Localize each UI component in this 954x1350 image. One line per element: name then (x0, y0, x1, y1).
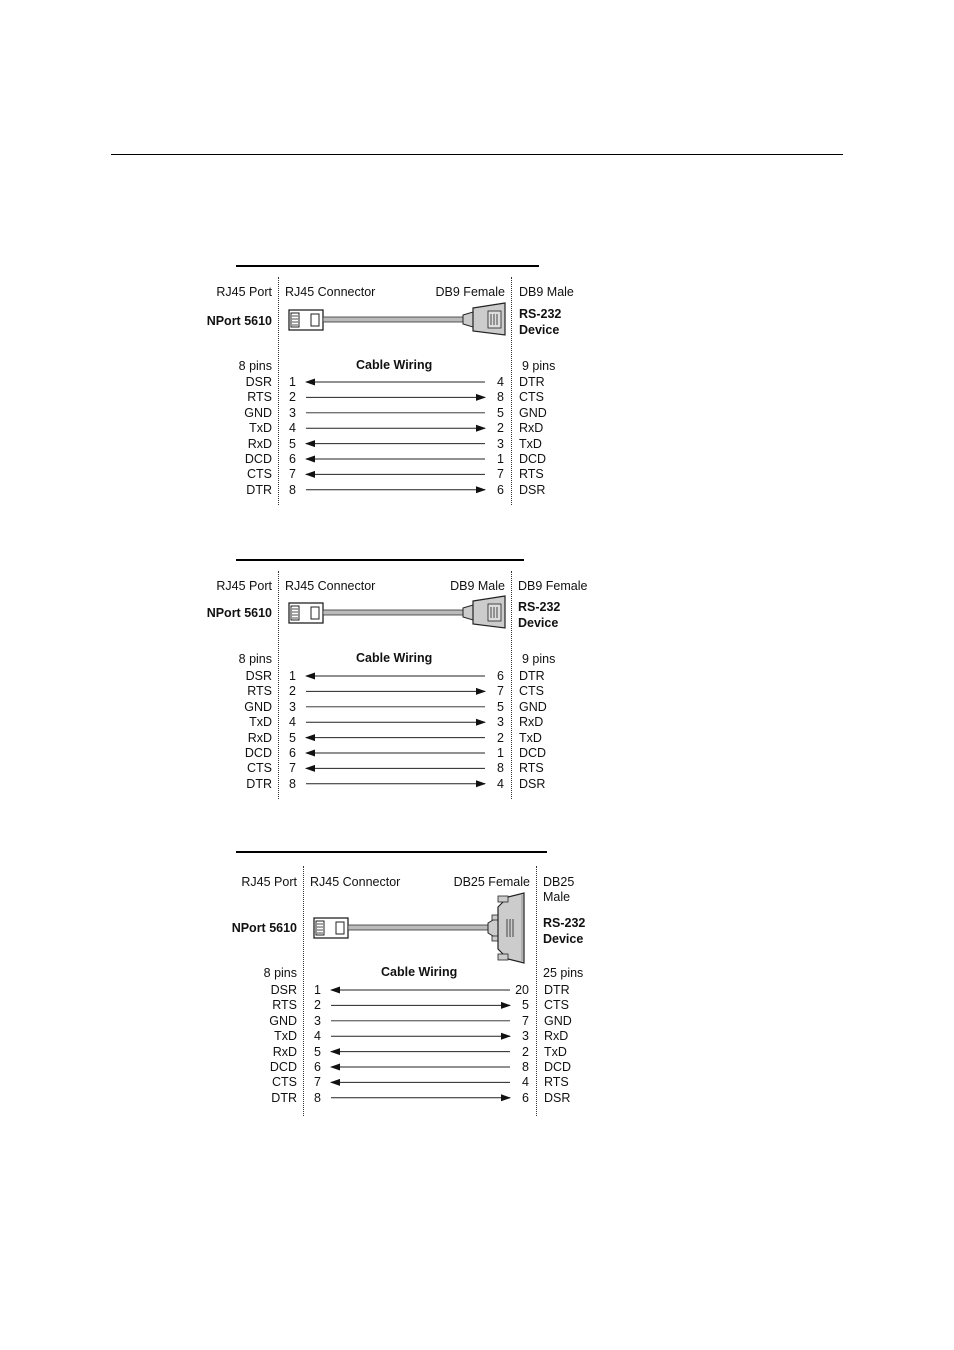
right-signal-label: RxD (519, 421, 544, 436)
left-signal-label: RTS (247, 684, 272, 699)
db-connector-label: DB9 Female (435, 285, 505, 299)
left-pin-number: 1 (289, 669, 296, 683)
left-pin-number: 3 (314, 1013, 321, 1028)
right-signal-label: DSR (519, 482, 546, 497)
left-pin-number: 1 (314, 983, 321, 997)
right-pin-number: 8 (497, 390, 504, 405)
right-pin-number: 7 (497, 467, 504, 482)
left-pin-number: 4 (314, 1029, 321, 1044)
right-signal-label: DTR (519, 375, 545, 389)
left-signal-label: GND (269, 1013, 297, 1028)
left-pin-number: 8 (289, 482, 296, 497)
right-signal-label: GND (519, 699, 547, 714)
right-pin-number: 2 (497, 421, 504, 436)
wire-arrow-left (305, 456, 315, 463)
left-signal-label: GND (244, 405, 272, 420)
left-pin-number: 6 (289, 746, 296, 760)
right-signal-label: DCD (519, 746, 547, 760)
cable-wiring-label: Cable Wiring (381, 965, 458, 979)
wire-arrow-right (501, 1033, 511, 1040)
db-connector-label: DB9 Male (450, 579, 505, 593)
cable-wiring-label: Cable Wiring (356, 358, 433, 372)
left-signal-label: DSR (270, 983, 297, 997)
db9-male-wiring-diagram (205, 559, 605, 809)
wire-arrow-right (476, 394, 486, 401)
right-signal-label: TxD (519, 436, 542, 451)
wire-arrow-left (305, 750, 315, 757)
left-signal-label: CTS (247, 761, 272, 776)
left-pin-number: 3 (289, 699, 296, 714)
right-pins-label: 9 pins (522, 359, 556, 373)
right-signal-label: CTS (519, 684, 544, 699)
right-pin-number: 1 (497, 452, 504, 466)
left-pin-number: 5 (289, 436, 296, 451)
device-label-line2: Device (518, 616, 559, 630)
right-signal-label: TxD (519, 730, 542, 745)
db-connector-label: DB25 Female (453, 875, 530, 889)
left-signal-label: RTS (247, 390, 272, 405)
left-signal-label: CTS (247, 467, 272, 482)
right-pin-number: 6 (497, 669, 504, 683)
right-signal-label: TxD (544, 1044, 567, 1059)
right-pin-number: 4 (497, 776, 504, 791)
right-signal-label: RTS (519, 761, 544, 776)
db25-female-wiring-diagram (230, 851, 630, 1105)
db-device-label: DB9 Female (518, 579, 588, 593)
right-signal-label: RTS (544, 1075, 569, 1090)
left-pin-number: 2 (289, 684, 296, 699)
left-pins-label: 8 pins (263, 966, 297, 980)
left-signal-label: DCD (244, 452, 272, 466)
left-pin-number: 5 (289, 730, 296, 745)
right-pin-number: 1 (497, 746, 504, 760)
cable-wiring-label: Cable Wiring (356, 651, 433, 665)
db9-female-wiring-diagram (205, 265, 605, 515)
left-pin-number: 4 (289, 421, 296, 436)
rj45-port-label: RJ45 Port (216, 285, 272, 299)
left-signal-label: TxD (274, 1029, 297, 1044)
device-label-line1: RS-232 (519, 307, 562, 321)
rj45-port-label: RJ45 Port (216, 579, 272, 593)
left-signal-label: DTR (271, 1090, 297, 1105)
left-signal-label: DCD (244, 746, 272, 760)
wire-arrow-right (501, 1002, 511, 1009)
right-signal-label: DCD (519, 452, 547, 466)
right-pin-number: 4 (497, 375, 504, 389)
right-pin-number: 2 (497, 730, 504, 745)
rj45-port-label: RJ45 Port (241, 875, 297, 889)
right-pin-number: 4 (522, 1075, 529, 1090)
device-label-line2: Device (543, 932, 584, 946)
wire-arrow-left (305, 471, 315, 478)
right-signal-label: CTS (544, 998, 569, 1013)
nport-label: NPort 5610 (206, 314, 272, 328)
left-pin-number: 8 (289, 776, 296, 791)
wire-arrow-right (476, 425, 486, 432)
right-pin-number: 20 (515, 983, 529, 997)
left-signal-label: TxD (249, 715, 272, 730)
device-label-line2: Device (519, 323, 560, 337)
right-signal-label: DSR (519, 776, 546, 791)
right-signal-label: DTR (544, 983, 570, 997)
wire-arrow-right (476, 780, 486, 787)
right-pin-number: 2 (522, 1044, 529, 1059)
left-signal-label: RxD (272, 1044, 297, 1059)
db-device-label-line2: Male (543, 890, 571, 904)
left-pin-number: 7 (289, 467, 296, 482)
wire-arrow-left (330, 987, 340, 994)
wire-arrow-right (476, 688, 486, 695)
left-pin-number: 4 (289, 715, 296, 730)
right-signal-label: GND (544, 1013, 572, 1028)
right-signal-label: DCD (544, 1060, 572, 1074)
left-pin-number: 2 (314, 998, 321, 1013)
right-signal-label: DTR (519, 669, 545, 683)
rj45-connector-label: RJ45 Connector (310, 875, 401, 889)
nport-label: NPort 5610 (206, 606, 272, 620)
wire-arrow-left (305, 765, 315, 772)
db-device-label: DB25 (543, 875, 575, 889)
wire-arrow-left (305, 379, 315, 386)
left-signal-label: DSR (245, 669, 272, 683)
right-pin-number: 5 (497, 699, 504, 714)
wire-arrow-left (330, 1064, 340, 1071)
wire-arrow-right (476, 719, 486, 726)
wire-arrow-left (330, 1079, 340, 1086)
wire-arrow-right (476, 486, 486, 493)
left-signal-label: RTS (272, 998, 297, 1013)
left-pin-number: 7 (289, 761, 296, 776)
left-pin-number: 8 (314, 1090, 321, 1105)
right-pins-label: 9 pins (522, 652, 556, 666)
nport-label: NPort 5610 (231, 921, 297, 935)
right-pin-number: 3 (497, 715, 504, 730)
rj45-connector-label: RJ45 Connector (285, 285, 376, 299)
right-pin-number: 7 (522, 1013, 529, 1028)
wire-arrow-left (305, 440, 315, 447)
left-pins-label: 8 pins (238, 359, 272, 373)
right-pin-number: 5 (522, 998, 529, 1013)
right-signal-label: RxD (519, 715, 544, 730)
left-pin-number: 7 (314, 1075, 321, 1090)
rj45-connector-label: RJ45 Connector (285, 579, 376, 593)
left-signal-label: DSR (245, 375, 272, 389)
right-signal-label: GND (519, 405, 547, 420)
right-pin-number: 3 (497, 436, 504, 451)
left-signal-label: RxD (247, 730, 272, 745)
left-signal-label: CTS (272, 1075, 297, 1090)
right-pin-number: 7 (497, 684, 504, 699)
left-pin-number: 1 (289, 375, 296, 389)
wire-arrow-right (501, 1094, 511, 1101)
device-label-line1: RS-232 (518, 600, 561, 614)
left-signal-label: GND (244, 699, 272, 714)
left-pin-number: 6 (289, 452, 296, 466)
right-pin-number: 8 (497, 761, 504, 776)
right-pin-number: 6 (497, 482, 504, 497)
left-signal-label: RxD (247, 436, 272, 451)
left-signal-label: DCD (269, 1060, 297, 1074)
right-signal-label: RxD (544, 1029, 569, 1044)
right-pin-number: 3 (522, 1029, 529, 1044)
right-pin-number: 6 (522, 1090, 529, 1105)
right-signal-label: DSR (544, 1090, 571, 1105)
left-signal-label: DTR (246, 776, 272, 791)
left-signal-label: TxD (249, 421, 272, 436)
right-pin-number: 8 (522, 1060, 529, 1074)
right-pin-number: 5 (497, 405, 504, 420)
wire-arrow-left (330, 1048, 340, 1055)
left-signal-label: DTR (246, 482, 272, 497)
db-device-label: DB9 Male (519, 285, 574, 299)
left-pin-number: 5 (314, 1044, 321, 1059)
left-pin-number: 2 (289, 390, 296, 405)
left-pins-label: 8 pins (238, 652, 272, 666)
right-signal-label: RTS (519, 467, 544, 482)
right-signal-label: CTS (519, 390, 544, 405)
left-pin-number: 6 (314, 1060, 321, 1074)
left-pin-number: 3 (289, 405, 296, 420)
wire-arrow-left (305, 734, 315, 741)
page-header-rule (111, 154, 843, 155)
device-label-line1: RS-232 (543, 916, 586, 930)
right-pins-label: 25 pins (543, 966, 584, 980)
wire-arrow-left (305, 673, 315, 680)
